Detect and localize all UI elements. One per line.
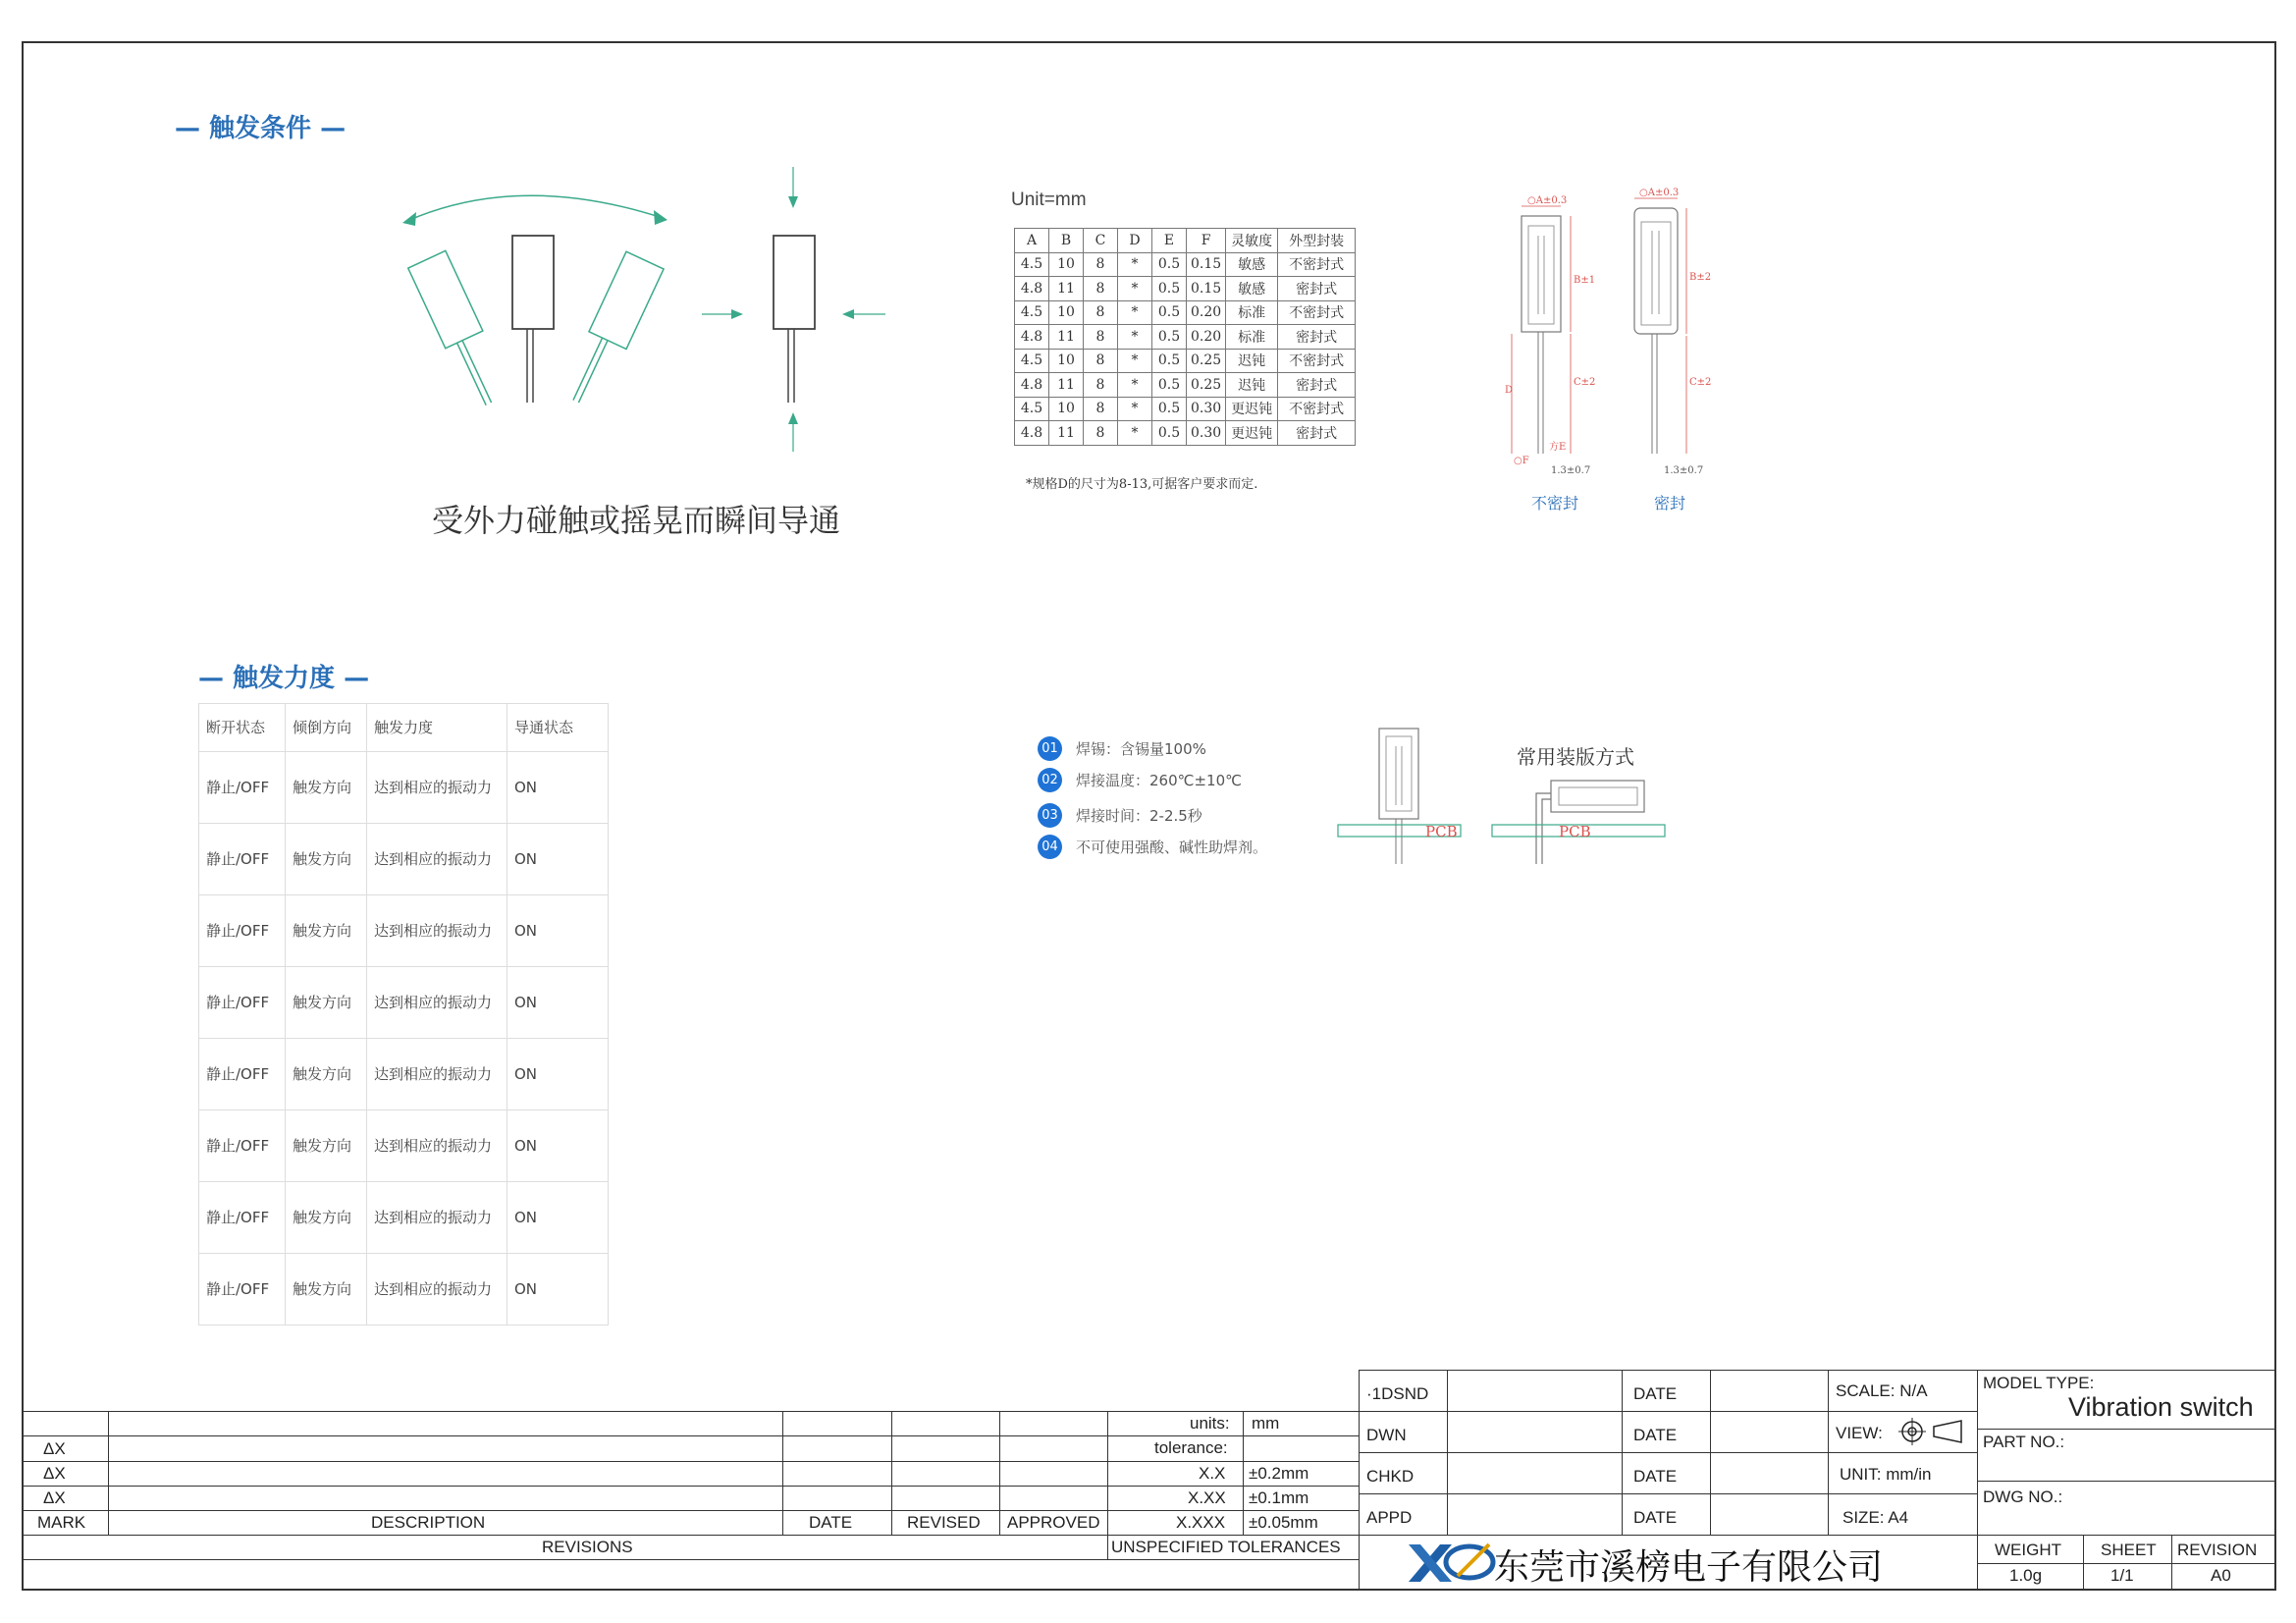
tolerance-x3-value: ±0.05mm bbox=[1249, 1513, 1318, 1532]
spec-cell: 0.5 bbox=[1152, 373, 1187, 398]
spec-cell: 4.5 bbox=[1015, 349, 1049, 373]
dsnd-label: ·1DSND bbox=[1366, 1384, 1429, 1403]
force-cell: 触发方向 bbox=[286, 967, 367, 1039]
spec-cell: 更迟钝 bbox=[1226, 421, 1278, 446]
spec-cell: * bbox=[1118, 325, 1152, 350]
force-table bbox=[198, 703, 609, 1325]
step-text: 焊接温度：260℃±10℃ bbox=[1076, 771, 1242, 789]
spec-unit-label: Unit=mm bbox=[1011, 189, 1087, 210]
force-cell: 静止/OFF bbox=[199, 1254, 286, 1325]
spec-header-cell: D bbox=[1118, 229, 1152, 253]
dim-d: D bbox=[1505, 385, 1514, 396]
force-cell: 静止/OFF bbox=[199, 967, 286, 1039]
force-row bbox=[199, 824, 609, 895]
force-header-cell: 触发力度 bbox=[367, 704, 507, 752]
force-cell: 触发方向 bbox=[286, 824, 367, 895]
dimension-drawings bbox=[1502, 187, 1728, 520]
section-title-trigger-force: — 触发力度 — bbox=[198, 664, 370, 693]
spec-cell: 密封式 bbox=[1278, 421, 1356, 446]
date-label-1: DATE bbox=[1633, 1384, 1678, 1403]
dwn-label: DWN bbox=[1366, 1426, 1407, 1444]
spec-cell: 10 bbox=[1049, 300, 1084, 325]
units-label: units: bbox=[1190, 1414, 1230, 1433]
spec-cell: * bbox=[1118, 252, 1152, 277]
force-row bbox=[199, 1254, 609, 1325]
appd-label: APPD bbox=[1366, 1508, 1413, 1527]
spec-header-cell: 外型封装 bbox=[1278, 229, 1356, 253]
force-cell: 达到相应的振动力 bbox=[367, 752, 507, 824]
spec-cell: 8 bbox=[1084, 277, 1118, 301]
spec-cell: * bbox=[1118, 397, 1152, 421]
force-cell: 触发方向 bbox=[286, 752, 367, 824]
step-number-badge: 04 bbox=[1038, 835, 1062, 859]
revisions-label: REVISIONS bbox=[542, 1538, 633, 1556]
dim-b-sealed: B±2 bbox=[1689, 272, 1712, 283]
spec-cell: 更迟钝 bbox=[1226, 397, 1278, 421]
spec-cell: 0.5 bbox=[1152, 397, 1187, 421]
spec-cell: 0.5 bbox=[1152, 325, 1187, 350]
spec-cell: 敏感 bbox=[1226, 277, 1278, 301]
revision-approved-header: APPROVED bbox=[1007, 1513, 1100, 1532]
spec-cell: 8 bbox=[1084, 325, 1118, 350]
force-cell: ON bbox=[507, 895, 609, 967]
company-name: 东莞市溪榜电子有限公司 bbox=[1494, 1547, 1884, 1588]
projection-symbol-icon bbox=[1893, 1417, 1969, 1446]
force-cell: 静止/OFF bbox=[199, 1110, 286, 1182]
spec-row bbox=[1015, 397, 1356, 421]
dim-e: 方E bbox=[1549, 442, 1567, 453]
date-label-4: DATE bbox=[1633, 1508, 1678, 1527]
spec-cell: 0.15 bbox=[1187, 252, 1226, 277]
spec-cell: 0.20 bbox=[1187, 325, 1226, 350]
force-header-cell: 导通状态 bbox=[507, 704, 609, 752]
spec-cell: 11 bbox=[1049, 421, 1084, 446]
date-label-2: DATE bbox=[1633, 1426, 1678, 1444]
spec-cell: 0.5 bbox=[1152, 349, 1187, 373]
spec-cell: 不密封式 bbox=[1278, 397, 1356, 421]
force-cell: 达到相应的振动力 bbox=[367, 824, 507, 895]
force-row bbox=[199, 1182, 609, 1254]
force-cell: ON bbox=[507, 1110, 609, 1182]
force-cell: 达到相应的振动力 bbox=[367, 1254, 507, 1325]
sheet-value: 1/1 bbox=[2110, 1566, 2134, 1585]
spec-row bbox=[1015, 325, 1356, 350]
spec-cell: 11 bbox=[1049, 277, 1084, 301]
step-number-badge: 02 bbox=[1038, 768, 1062, 792]
spec-cell: 0.5 bbox=[1152, 421, 1187, 446]
spec-cell: 10 bbox=[1049, 349, 1084, 373]
spec-cell: 0.30 bbox=[1187, 421, 1226, 446]
spec-cell: 敏感 bbox=[1226, 252, 1278, 277]
force-cell: ON bbox=[507, 752, 609, 824]
dim-a-sealed: ○A±0.3 bbox=[1639, 188, 1680, 198]
solder-steps bbox=[1038, 734, 1267, 864]
spec-cell: 不密封式 bbox=[1278, 252, 1356, 277]
pcb-label-horizontal: PCB bbox=[1559, 823, 1591, 840]
step-text: 焊锡：含锡量100% bbox=[1076, 739, 1206, 758]
spec-header-cell: C bbox=[1084, 229, 1118, 253]
force-cell: 静止/OFF bbox=[199, 1039, 286, 1110]
revision-delta-1: ΔX bbox=[43, 1439, 66, 1458]
force-cell: ON bbox=[507, 1182, 609, 1254]
tilt-illustration bbox=[383, 157, 913, 471]
spec-cell: 8 bbox=[1084, 300, 1118, 325]
spec-note: *规格D的尺寸为8-13,可据客户要求而定. bbox=[1026, 477, 1258, 492]
tolerance-x2-value: ±0.1mm bbox=[1249, 1488, 1309, 1507]
spec-cell: 4.5 bbox=[1015, 397, 1049, 421]
force-cell: 静止/OFF bbox=[199, 895, 286, 967]
dim-b-unsealed: B±1 bbox=[1574, 275, 1596, 286]
spec-row bbox=[1015, 349, 1356, 373]
date-label-3: DATE bbox=[1633, 1467, 1678, 1486]
spec-cell: 10 bbox=[1049, 397, 1084, 421]
weight-value: 1.0g bbox=[2009, 1566, 2043, 1585]
weight-label: WEIGHT bbox=[1995, 1541, 2061, 1559]
units-value: mm bbox=[1252, 1414, 1280, 1433]
force-cell: 达到相应的振动力 bbox=[367, 1182, 507, 1254]
step-number-badge: 01 bbox=[1038, 736, 1062, 761]
force-header-cell: 倾倒方向 bbox=[286, 704, 367, 752]
force-cell: 触发方向 bbox=[286, 895, 367, 967]
revision-revised-header: REVISED bbox=[907, 1513, 981, 1532]
revision-delta-2: ΔX bbox=[43, 1464, 66, 1483]
spec-cell: 迟钝 bbox=[1226, 349, 1278, 373]
spec-cell: 10 bbox=[1049, 252, 1084, 277]
force-cell: 触发方向 bbox=[286, 1110, 367, 1182]
scale-label: SCALE: N/A bbox=[1836, 1381, 1928, 1400]
force-row bbox=[199, 895, 609, 967]
spec-cell: 密封式 bbox=[1278, 325, 1356, 350]
spec-cell: 8 bbox=[1084, 397, 1118, 421]
revision-mark-header: MARK bbox=[37, 1513, 86, 1532]
step-text: 不可使用强酸、碱性助焊剂。 bbox=[1076, 838, 1268, 856]
step-text: 焊接时间：2-2.5秒 bbox=[1076, 806, 1202, 825]
sheet-label: SHEET bbox=[2101, 1541, 2157, 1559]
spec-header-cell: A bbox=[1015, 229, 1049, 253]
unsealed-label: 不密封 bbox=[1531, 494, 1579, 513]
title-block bbox=[22, 1370, 2276, 1591]
tolerance-x2-label: X.XX bbox=[1188, 1488, 1226, 1507]
spec-header-cell: E bbox=[1152, 229, 1187, 253]
size-label: SIZE: A4 bbox=[1842, 1508, 1909, 1527]
step-number-badge: 03 bbox=[1038, 803, 1062, 828]
spec-header-cell: 灵敏度 bbox=[1226, 229, 1278, 253]
spec-cell: 0.5 bbox=[1152, 277, 1187, 301]
spec-cell: 0.5 bbox=[1152, 252, 1187, 277]
solder-step bbox=[1038, 801, 1267, 829]
spec-cell: 8 bbox=[1084, 252, 1118, 277]
spec-cell: 8 bbox=[1084, 373, 1118, 398]
section-title-trigger-condition: — 触发条件 — bbox=[175, 114, 347, 143]
revision-date-header: DATE bbox=[809, 1513, 853, 1532]
spec-row bbox=[1015, 252, 1356, 277]
dim-a-unsealed: ○A±0.3 bbox=[1527, 195, 1568, 206]
sealed-label: 密封 bbox=[1654, 494, 1686, 513]
pcb-label-vertical: PCB bbox=[1425, 823, 1458, 840]
spec-cell: 8 bbox=[1084, 349, 1118, 373]
force-cell: ON bbox=[507, 1039, 609, 1110]
spec-cell: * bbox=[1118, 421, 1152, 446]
revision-delta-3: ΔX bbox=[43, 1488, 66, 1507]
dim-pitch-unsealed: 1.3±0.7 bbox=[1551, 465, 1591, 476]
revision-description-header: DESCRIPTION bbox=[371, 1513, 486, 1532]
mounting-title: 常用装版方式 bbox=[1517, 745, 1634, 769]
solder-step bbox=[1038, 833, 1267, 860]
revision-value: A0 bbox=[2211, 1566, 2231, 1585]
dim-pitch-sealed: 1.3±0.7 bbox=[1664, 465, 1704, 476]
force-cell: 静止/OFF bbox=[199, 1182, 286, 1254]
spec-header-row bbox=[1015, 229, 1356, 253]
solder-step bbox=[1038, 766, 1267, 793]
spec-cell: 0.30 bbox=[1187, 397, 1226, 421]
spec-row bbox=[1015, 421, 1356, 446]
spec-cell: 4.8 bbox=[1015, 325, 1049, 350]
model-type-value: Vibration switch bbox=[2068, 1392, 2254, 1422]
tolerance-x3-label: X.XXX bbox=[1176, 1513, 1226, 1532]
force-cell: ON bbox=[507, 1254, 609, 1325]
force-row bbox=[199, 752, 609, 824]
spec-cell: 4.8 bbox=[1015, 421, 1049, 446]
spec-cell: * bbox=[1118, 300, 1152, 325]
unit-label: UNIT: mm/in bbox=[1840, 1465, 1932, 1484]
trigger-caption: 受外力碰触或摇晃而瞬间导通 bbox=[432, 502, 841, 539]
spec-cell: 11 bbox=[1049, 373, 1084, 398]
dim-c-unsealed: C±2 bbox=[1574, 377, 1596, 388]
spec-cell: 0.15 bbox=[1187, 277, 1226, 301]
force-row bbox=[199, 1110, 609, 1182]
force-cell: 达到相应的振动力 bbox=[367, 1039, 507, 1110]
spec-cell: 4.5 bbox=[1015, 252, 1049, 277]
company-logo-icon bbox=[1401, 1539, 1499, 1588]
spec-cell: 0.25 bbox=[1187, 373, 1226, 398]
force-cell: 触发方向 bbox=[286, 1039, 367, 1110]
view-label: VIEW: bbox=[1836, 1424, 1883, 1442]
spec-cell: 标准 bbox=[1226, 300, 1278, 325]
force-cell: ON bbox=[507, 967, 609, 1039]
spec-cell: 8 bbox=[1084, 421, 1118, 446]
spec-cell: 0.25 bbox=[1187, 349, 1226, 373]
spec-cell: * bbox=[1118, 373, 1152, 398]
force-header-row bbox=[199, 704, 609, 752]
dim-f: ○F bbox=[1514, 456, 1529, 466]
spec-cell: 0.20 bbox=[1187, 300, 1226, 325]
spec-cell: 不密封式 bbox=[1278, 349, 1356, 373]
spec-cell: 11 bbox=[1049, 325, 1084, 350]
tolerance-label: tolerance: bbox=[1154, 1438, 1228, 1457]
spec-cell: 4.5 bbox=[1015, 300, 1049, 325]
spec-cell: 标准 bbox=[1226, 325, 1278, 350]
force-cell: 触发方向 bbox=[286, 1182, 367, 1254]
spec-cell: 4.8 bbox=[1015, 373, 1049, 398]
force-header-cell: 断开状态 bbox=[199, 704, 286, 752]
revision-label: REVISION bbox=[2177, 1541, 2258, 1559]
force-row bbox=[199, 1039, 609, 1110]
force-cell: 达到相应的振动力 bbox=[367, 967, 507, 1039]
spec-header-cell: B bbox=[1049, 229, 1084, 253]
spec-cell: * bbox=[1118, 277, 1152, 301]
spec-cell: 密封式 bbox=[1278, 373, 1356, 398]
spec-cell: 0.5 bbox=[1152, 300, 1187, 325]
spec-header-cell: F bbox=[1187, 229, 1226, 253]
solder-step bbox=[1038, 734, 1267, 762]
model-type-label: MODEL TYPE: bbox=[1983, 1374, 2095, 1392]
dwg-no-label: DWG NO.: bbox=[1983, 1488, 2063, 1506]
spec-row bbox=[1015, 373, 1356, 398]
spec-table bbox=[1014, 228, 1356, 446]
spec-row bbox=[1015, 300, 1356, 325]
spec-cell: 迟钝 bbox=[1226, 373, 1278, 398]
dim-c-sealed: C±2 bbox=[1689, 377, 1712, 388]
spec-cell: 密封式 bbox=[1278, 277, 1356, 301]
tolerance-x1-value: ±0.2mm bbox=[1249, 1464, 1309, 1483]
spec-cell: 4.8 bbox=[1015, 277, 1049, 301]
force-cell: ON bbox=[507, 824, 609, 895]
unspecified-tolerances-label: UNSPECIFIED TOLERANCES bbox=[1111, 1538, 1341, 1556]
force-cell: 静止/OFF bbox=[199, 824, 286, 895]
spec-cell: * bbox=[1118, 349, 1152, 373]
tolerance-x1-label: X.X bbox=[1199, 1464, 1226, 1483]
force-cell: 静止/OFF bbox=[199, 752, 286, 824]
part-no-label: PART NO.: bbox=[1983, 1433, 2065, 1451]
spec-cell: 不密封式 bbox=[1278, 300, 1356, 325]
force-cell: 达到相应的振动力 bbox=[367, 895, 507, 967]
spec-row bbox=[1015, 277, 1356, 301]
force-row bbox=[199, 967, 609, 1039]
force-cell: 触发方向 bbox=[286, 1254, 367, 1325]
force-cell: 达到相应的振动力 bbox=[367, 1110, 507, 1182]
chkd-label: CHKD bbox=[1366, 1467, 1415, 1486]
